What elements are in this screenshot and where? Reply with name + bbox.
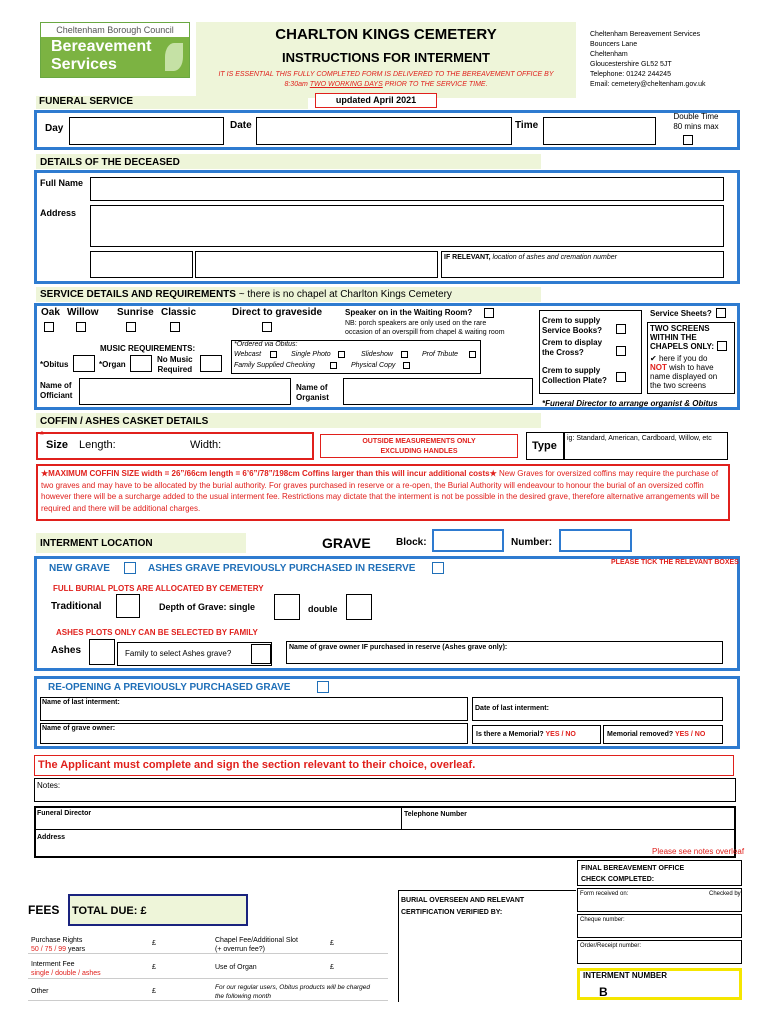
time-field[interactable] xyxy=(543,117,656,145)
single-photo-label: Single Photo xyxy=(291,351,331,358)
max-size-text: ★MAXIMUM COFFIN SIZE width = 26”/66cm length = 6’6”/78”/198cm Coffins larger than this will incur additional costs★ New Graves for oversized coffins may require the purchase of two graves and may have to be allocated by the burial authority. For graves purchased in reserve or a re-open, the Burial Authority will endeavour to honour the burial of an oversized coffin however there will be a surcharge added to the usual interment fee. Restrictions may dictate that the interment is not be possible in the desired grave, therefore alternative arrangements will be required and there will be additional charges. xyxy=(41,469,720,513)
use-organ-label: Use of Organ xyxy=(215,964,257,971)
willow-checkbox[interactable] xyxy=(76,322,86,332)
physical-copy-label: Physical Copy xyxy=(351,362,396,369)
ashes-box[interactable] xyxy=(89,639,115,665)
order-label: Order/Receipt number: xyxy=(580,943,642,949)
type-label: Type xyxy=(532,440,557,452)
crem-cross-label: Crem to display the Cross? xyxy=(542,338,603,357)
director-address-label: Address xyxy=(37,834,66,841)
logo-council-name: Cheltenham Borough Council xyxy=(41,23,189,37)
checked-by-label: Checked by: xyxy=(709,891,743,897)
final-check-label: FINAL BEREAVEMENT OFFICE CHECK COMPLETED: xyxy=(581,865,685,883)
ashes-reserve-label: ASHES GRAVE PREVIOUSLY PURCHASED IN RESERVE xyxy=(148,563,416,574)
director-vdivider xyxy=(401,806,402,830)
type-hint: ig: Standard, American, Cardboard, Willow, etc xyxy=(567,435,712,442)
no-music-box[interactable] xyxy=(200,355,222,372)
coffin-oak-label: Oak xyxy=(41,307,60,318)
family-select-checkbox[interactable] xyxy=(251,644,271,664)
double-depth-box[interactable] xyxy=(346,594,372,620)
purchase-pound: £ xyxy=(152,940,156,947)
organist-field[interactable] xyxy=(343,378,533,405)
slideshow-label: Slideshow xyxy=(361,351,393,358)
other-label: Other xyxy=(31,988,49,995)
star-icon: ★ xyxy=(489,469,497,478)
see-notes: Please see notes overleaf xyxy=(652,847,745,856)
obitus-label: *Obitus xyxy=(40,360,69,369)
deadline-warning-2: 8:30am TWO WORKING DAYS PRIOR TO THE SERVICE TIME. xyxy=(284,81,488,88)
crem-books-label: Crem to supply Service Books? xyxy=(542,316,603,335)
prof-tribute-checkbox[interactable] xyxy=(469,351,476,358)
ashes-reserve-checkbox[interactable] xyxy=(432,562,444,574)
telephone-label: Telephone Number xyxy=(404,811,467,818)
depth-label: Depth of Grave: single xyxy=(159,602,256,612)
single-depth-box[interactable] xyxy=(274,594,300,620)
funeral-director-label: Funeral Director xyxy=(37,810,92,817)
grave-owner-label: Name of grave owner: xyxy=(42,725,116,732)
interment-pound: £ xyxy=(152,964,156,971)
music-requirements-label: MUSIC REQUIREMENTS: xyxy=(100,344,196,353)
burial-overseen-vline xyxy=(398,890,399,1002)
width-label: Width: xyxy=(190,439,222,451)
screens-label: TWO SCREENS WITHIN THE CHAPELS ONLY: xyxy=(650,324,715,351)
date-field[interactable] xyxy=(256,117,512,145)
notes-field[interactable] xyxy=(34,778,736,802)
slideshow-checkbox[interactable] xyxy=(401,351,408,358)
chapel-fee-label: Chapel Fee/Additional Slot (+ overrun fee?) xyxy=(215,937,298,953)
double-depth-label: double xyxy=(308,604,338,614)
coffin-sunrise-label: Sunrise xyxy=(117,307,154,318)
officiant-field[interactable] xyxy=(79,378,291,405)
family-checking-checkbox[interactable] xyxy=(330,362,337,369)
size-box xyxy=(36,432,314,460)
director-note: *Funeral Director to arrange organist & Obitus xyxy=(542,399,718,408)
date-of-death-field[interactable] xyxy=(195,251,438,278)
grave-label: GRAVE xyxy=(322,535,371,551)
time-label: Time xyxy=(515,120,539,131)
page-subtitle: INSTRUCTIONS FOR INTERMENT xyxy=(282,50,490,65)
director-box xyxy=(34,806,736,858)
number-field[interactable] xyxy=(559,529,632,552)
coffin-heading: COFFIN / ASHES CASKET DETAILS xyxy=(40,416,209,427)
reopen-label: RE-OPENING A PREVIOUSLY PURCHASED GRAVE xyxy=(48,682,291,693)
interment-fee-label: Interment Fee single / double / ashes xyxy=(31,961,101,977)
crem-books-checkbox[interactable] xyxy=(616,324,626,334)
full-burial-note: FULL BURIAL PLOTS ARE ALLOCATED BY CEMETERY xyxy=(53,584,264,593)
size-label: Size xyxy=(46,439,69,451)
speaker-checkbox[interactable] xyxy=(484,308,494,318)
fees-rule-3 xyxy=(28,1000,388,1001)
double-time-label: Double Time 80 mins max xyxy=(673,112,719,131)
updated-badge: updated April 2021 xyxy=(315,93,437,108)
crem-plate-label: Crem to supply Collection Plate? xyxy=(542,366,607,385)
address-label: Address xyxy=(40,208,77,218)
organ-box[interactable] xyxy=(130,355,152,372)
day-field[interactable] xyxy=(69,117,224,145)
council-logo xyxy=(40,22,190,78)
form-received-label: Form received on: xyxy=(580,891,629,897)
speaker-note: NB: porch speakers are only used on the rare occasion of an overspill from chapel & waiting room xyxy=(345,320,505,336)
applicant-notice: The Applicant must complete and sign the section relevant to their choice, overleaf. xyxy=(38,759,476,771)
ashes-location-label: IF RELEVANT, location of ashes and cremation number xyxy=(444,254,618,261)
chapel-pound: £ xyxy=(330,940,334,947)
service-sheets-checkbox[interactable] xyxy=(716,308,726,318)
webcast-checkbox[interactable] xyxy=(270,351,277,358)
last-interment-name-label: Name of last interment: xyxy=(42,699,120,706)
screens-note: ✔ here if you do NOT wish to have name displayed on the two screens xyxy=(650,354,718,390)
other-pound: £ xyxy=(152,988,156,995)
service-sheets-label: Service Sheets? xyxy=(650,309,712,318)
webcast-label: Webcast xyxy=(234,351,262,358)
new-grave-label: NEW GRAVE xyxy=(49,563,110,574)
full-name-field[interactable] xyxy=(90,177,724,201)
memorial-removed-label: Memorial removed? YES / NO xyxy=(607,731,706,738)
ordered-obitus-label: *Ordered via Obitus: xyxy=(234,341,298,348)
length-label: Length: xyxy=(79,439,116,451)
fees-rule-2 xyxy=(28,978,388,979)
service-heading: SERVICE DETAILS AND REQUIREMENTS ~ there is no chapel at Charlton Kings Cemetery xyxy=(40,289,452,300)
memorial-label: Is there a Memorial? YES / NO xyxy=(476,731,576,738)
coffin-willow-label: Willow xyxy=(67,307,99,318)
family-checking-label: Family Supplied Checking xyxy=(234,362,315,369)
leaf-icon xyxy=(165,43,183,71)
deceased-heading: DETAILS OF THE DECEASED xyxy=(40,157,180,168)
interment-number-label: INTERMENT NUMBER xyxy=(583,971,667,980)
total-due-label: TOTAL DUE: £ xyxy=(72,905,147,917)
single-photo-checkbox[interactable] xyxy=(338,351,345,358)
number-label: Number: xyxy=(511,537,553,548)
tick-relevant-note: PLEASE TICK THE RELEVANT BOXES xyxy=(611,559,739,566)
organ-pound: £ xyxy=(330,964,334,971)
classic-checkbox[interactable] xyxy=(170,322,180,332)
crem-cross-checkbox[interactable] xyxy=(616,346,626,356)
fees-rule-1 xyxy=(28,953,388,954)
outside-measurements-note: OUTSIDE MEASUREMENTS ONLY EXCLUDING HANDLES xyxy=(320,434,518,458)
interment-number-prefix: B xyxy=(599,985,608,999)
burial-overseen-hline xyxy=(398,890,576,891)
deadline-warning-1: IT IS ESSENTIAL THIS FULLY COMPLETED FORM IS DELIVERED TO THE BEREAVEMENT OFFICE BY xyxy=(218,71,554,78)
crem-plate-checkbox[interactable] xyxy=(616,372,626,382)
day-label: Day xyxy=(45,123,64,134)
block-label: Block: xyxy=(396,537,427,548)
deceased-address-field[interactable] xyxy=(90,205,724,247)
office-address: Cheltenham Bereavement Services Bouncers Lane Cheltenham Gloucestershire GL52 5JT Telephone: 01242 244245 Email: cemetery@cheltenham.gov.uk xyxy=(590,31,706,88)
date-label: Date xyxy=(230,120,252,131)
sunrise-checkbox[interactable] xyxy=(126,322,136,332)
director-divider xyxy=(34,829,736,830)
logo-line2: Services xyxy=(51,56,117,73)
physical-copy-checkbox[interactable] xyxy=(403,362,410,369)
speaker-label: Speaker on in the Waiting Room? xyxy=(345,308,473,317)
double-time-checkbox[interactable] xyxy=(683,135,693,145)
burial-overseen-label: BURIAL OVERSEEN AND RELEVANT CERTIFICATION VERIFIED BY: xyxy=(401,897,525,916)
ashes-plots-note: ASHES PLOTS ONLY CAN BE SELECTED BY FAMILY xyxy=(56,628,258,637)
officiant-label: Name of Officiant xyxy=(40,381,73,400)
logo-line1: Bereavement xyxy=(51,38,152,55)
fees-label: FEES xyxy=(28,903,60,917)
direct-graveside-checkbox[interactable] xyxy=(262,322,272,332)
traditional-box[interactable] xyxy=(116,594,140,618)
star-icon: ★ xyxy=(41,469,49,478)
check-icon: ✔ xyxy=(650,354,657,363)
grave-owner-reserve-label: Name of grave owner IF purchased in reserve (Ashes grave only): xyxy=(289,644,508,651)
prof-tribute-label: Prof Tribute xyxy=(422,351,459,358)
oak-checkbox[interactable] xyxy=(44,322,54,332)
asterisk-icon: * xyxy=(40,430,44,441)
organist-label: Name of Organist xyxy=(296,383,329,402)
organ-label: *Organ xyxy=(99,360,126,369)
family-select-label: Family to select Ashes grave? xyxy=(125,649,232,658)
traditional-label: Traditional xyxy=(51,601,102,612)
coffin-classic-label: Classic xyxy=(161,307,197,318)
block-field[interactable] xyxy=(432,529,504,552)
interment-heading: INTERMENT LOCATION xyxy=(40,538,153,549)
ashes-label: Ashes xyxy=(51,645,82,656)
last-interment-date-label: Date of last interment: xyxy=(475,705,549,712)
direct-graveside-label: Direct to graveside xyxy=(232,307,323,318)
notes-label: Notes: xyxy=(37,781,61,790)
age-field[interactable] xyxy=(90,251,193,278)
funeral-heading: FUNERAL SERVICE xyxy=(39,96,134,107)
page-title: CHARLTON KINGS CEMETERY xyxy=(275,26,497,43)
reopen-checkbox[interactable] xyxy=(317,681,329,693)
obitus-charge-note: For our regular users, Obitus products will be charged the following month xyxy=(215,984,370,1000)
cheque-label: Cheque number: xyxy=(580,917,625,923)
full-name-label: Full Name xyxy=(40,178,84,188)
no-music-label: No Music Required xyxy=(157,355,193,374)
obitus-box[interactable] xyxy=(73,355,95,372)
purchase-rights-label: Purchase Rights 50 / 75 / 99 years xyxy=(31,937,86,953)
screens-checkbox[interactable] xyxy=(717,341,727,351)
new-grave-checkbox[interactable] xyxy=(124,562,136,574)
